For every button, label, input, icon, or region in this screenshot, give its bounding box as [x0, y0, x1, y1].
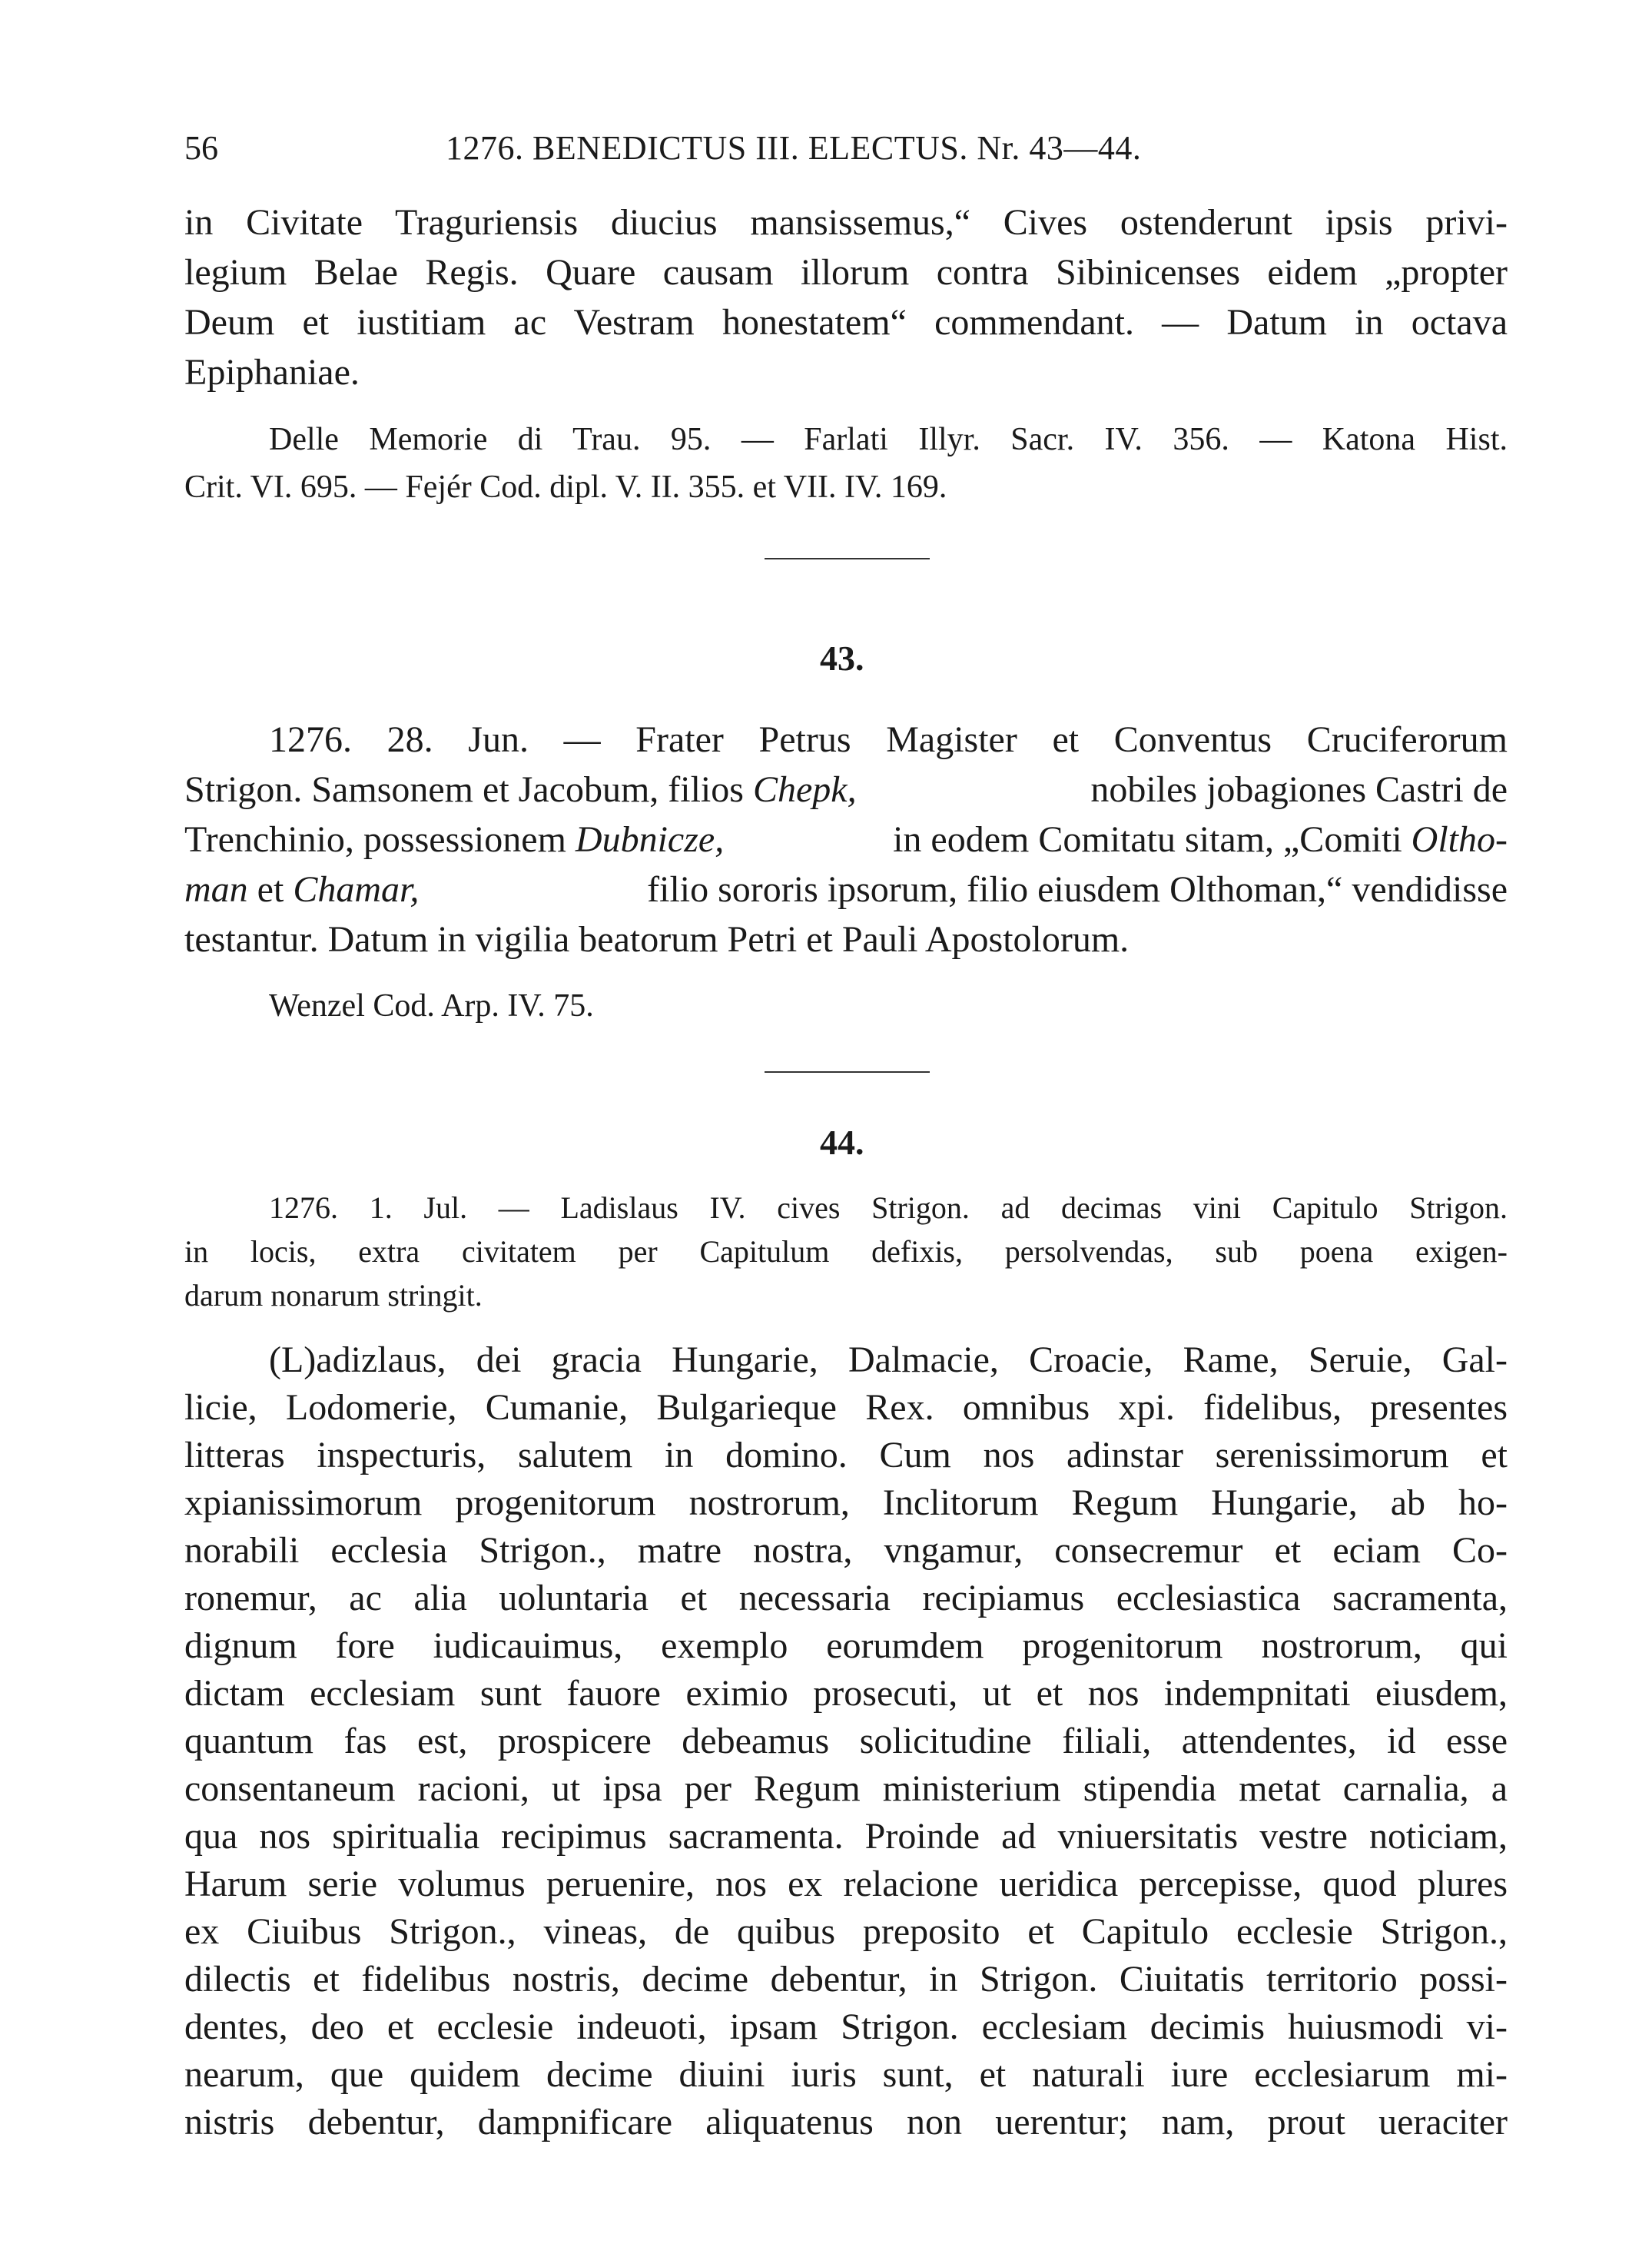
text-line: litteras inspecturis, salutem in domino. Cum nos adinstar serenissimorum et — [184, 1435, 1508, 1475]
document-number: 44. — [820, 1123, 864, 1162]
text-line: testantur. Datum in vigilia beatorum Petri et Pauli Apostolorum. — [184, 919, 1130, 960]
summary-line: in locis, extra civitatem per Capitulum defixis, persolvendas, sub poena exigen- — [184, 1234, 1508, 1269]
text-line: Harum serie volumus peruenire, nos ex relacione ueridica percepisse, quod plures — [184, 1864, 1508, 1904]
text-line: ex Ciuibus Strigon., vineas, de quibus preposito et Capitulo ecclesie Strigon., — [184, 1911, 1508, 1952]
place-name: Dubnicze, — [575, 819, 725, 860]
document-number: 43. — [820, 639, 864, 678]
text-line: 1276. 28. Jun. — Frater Petrus Magister et Conventus Cruciferorum — [269, 719, 1508, 760]
text-segment: Strigon. Samsonem et Jacobum, filios — [184, 769, 753, 810]
text-line: norabili ecclesia Strigon., matre nostra, vngamur, consecremur et eciam Co- — [184, 1530, 1508, 1571]
text-segment: et — [247, 869, 294, 910]
text-line — [184, 868, 1508, 911]
text-line: xpianissimorum progenitorum nostrorum, Inclitorum Regum Hungarie, ab ho- — [184, 1482, 1508, 1523]
summary-line: darum nonarum stringit. — [184, 1278, 483, 1313]
running-head — [184, 111, 1260, 173]
page-number: 56 — [184, 129, 218, 167]
text-line: nearum, que quidem decime diuini iuris sunt, et naturali iure ecclesiarum mi- — [184, 2054, 1508, 2095]
text-line: Deum et iustitiam ac Vestram honestatem“ commendant. — Datum in octava — [184, 302, 1508, 343]
summary-line: 1276. 1. Jul. — Ladislaus IV. cives Strigon. ad decimas vini Capitulo Strigon. — [269, 1190, 1508, 1225]
text-line — [184, 818, 1508, 861]
section-divider — [765, 1071, 930, 1073]
text-line: nistris debentur, dampnificare aliquatenus non uerentur; nam, prout ueraciter — [184, 2102, 1508, 2143]
text-line: legium Belae Regis. Quare causam illorum contra Sibinicenses eidem „propter — [184, 252, 1508, 293]
text-line: Epiphaniae. — [184, 352, 360, 393]
text-segment: in eodem Comitatu sitam, „Comiti — [884, 819, 1411, 860]
section-divider — [765, 558, 930, 559]
text-line: qua nos spiritualia recipimus sacramenta. Proinde ad vniuersitatis vestre noticiam, — [184, 1816, 1508, 1857]
text-line: licie, Lodomerie, Cumanie, Bulgarieque Rex. omnibus xpi. fidelibus, presentes — [184, 1387, 1508, 1428]
text-line: dignum fore iudicauimus, exemplo eorumdem progenitorum nostrorum, qui — [184, 1625, 1508, 1666]
text-line: quantum fas est, prospicere debeamus solicitudine filiali, attendentes, id esse — [184, 1721, 1508, 1761]
personal-name: man — [184, 869, 248, 910]
text-line — [184, 768, 1508, 811]
text-line: consentaneum racioni, ut ipsa per Regum ministerium stipendia metat carnalia, a — [184, 1768, 1508, 1809]
text-segment: Trenchinio, possessionem — [184, 819, 576, 860]
text-line: in Civitate Traguriensis diucius mansissemus,“ Cives ostenderunt ipsis privi- — [184, 202, 1508, 243]
running-title: 1276. BENEDICTUS III. ELECTUS. Nr. 43—44. — [446, 129, 1142, 167]
personal-name: Oltho- — [1411, 819, 1508, 860]
personal-name: Chepk, — [752, 769, 857, 810]
text-segment: nobiles jobagiones Castri de — [1081, 769, 1508, 810]
text-segment: filio sororis ipsorum, filio eiusdem Olthoman,“ vendidisse — [638, 869, 1508, 910]
personal-name: Chamar, — [293, 869, 420, 910]
reference-line: Delle Memorie di Trau. 95. — Farlati Illyr. Sacr. IV. 356. — Katona Hist. — [269, 422, 1508, 457]
text-line: ronemur, ac alia uoluntaria et necessaria recipiamus ecclesiastica sacramenta, — [184, 1578, 1508, 1618]
text-line: dilectis et fidelibus nostris, decime debentur, in Strigon. Ciuitatis territorio possi- — [184, 1959, 1508, 2000]
reference-line: Crit. VI. 695. — Fejér Cod. dipl. V. II. 355. et VII. IV. 169. — [184, 470, 947, 505]
text-line: dictam ecclesiam sunt fauore eximio prosecuti, ut et nos indempnitati eiusdem, — [184, 1673, 1508, 1714]
reference-line: Wenzel Cod. Arp. IV. 75. — [269, 988, 594, 1024]
text-line: dentes, deo et ecclesie indeuoti, ipsam Strigon. ecclesiam decimis huiusmodi vi- — [184, 2006, 1508, 2047]
text-line: (L)adizlaus, dei gracia Hungarie, Dalmacie, Croacie, Rame, Seruie, Gal- — [269, 1339, 1508, 1380]
